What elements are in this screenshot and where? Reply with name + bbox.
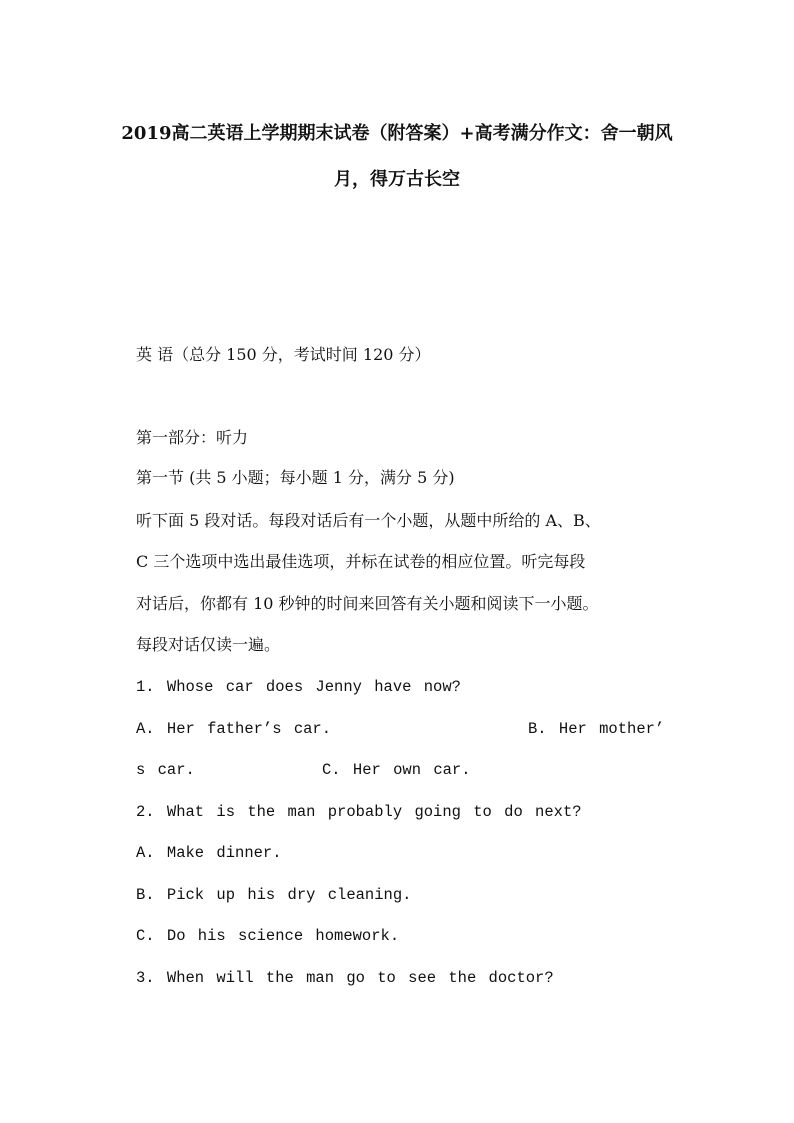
question-1-option-b: B. Her mother’ bbox=[528, 720, 665, 738]
question-2-option-b: B. Pick up his dry cleaning. bbox=[136, 886, 412, 904]
section-heading: 第一节 (共 5 小题；每小题 1 分，满分 5 分) bbox=[136, 468, 455, 487]
question-2: 2. What is the man probably going to do next? bbox=[136, 803, 582, 821]
part-heading: 第一部分：听力 bbox=[136, 428, 249, 447]
question-1: 1. Whose car does Jenny have now? bbox=[136, 678, 461, 696]
instruction-line-1: 听下面 5 段对话。每段对话后有一个小题，从题中所给的 A、B、 bbox=[136, 511, 601, 530]
question-1-option-c: C. Her own car. bbox=[322, 761, 471, 779]
question-1-option-a: A. Her father’s car. bbox=[136, 720, 332, 738]
question-3: 3. When will the man go to see the doctor? bbox=[136, 969, 554, 987]
document-title-line-2: 月，得万古长空 bbox=[334, 169, 460, 190]
question-1-option-b-continued: s car. bbox=[136, 761, 195, 779]
question-2-option-a: A. Make dinner. bbox=[136, 844, 282, 862]
document-title-line-1: 2019高二英语上学期期末试卷（附答案）+高考满分作文：舍一朝风 bbox=[121, 123, 673, 144]
instruction-line-4: 每段对话仅读一遍。 bbox=[136, 635, 281, 654]
question-2-option-c: C. Do his science homework. bbox=[136, 927, 400, 945]
subject-info: 英 语（总分 150 分，考试时间 120 分） bbox=[136, 345, 431, 364]
instruction-line-3: 对话后，你都有 10 秒钟的时间来回答有关小题和阅读下一小题。 bbox=[136, 594, 599, 613]
instruction-line-2: C 三个选项中选出最佳选项，并标在试卷的相应位置。听完每段 bbox=[136, 552, 586, 571]
